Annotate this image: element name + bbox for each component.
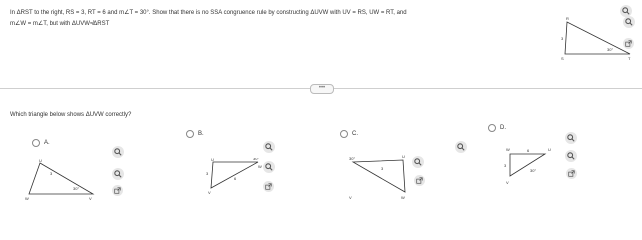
question-line-2: m∠W = m∠T, but with ΔUVW≉ΔRST <box>10 21 110 27</box>
option-b[interactable] <box>186 130 204 138</box>
option-d[interactable] <box>488 124 506 132</box>
vertex-label-t: T <box>628 56 631 61</box>
option-c-label: C. <box>352 131 358 137</box>
option-d-diagram <box>500 146 570 192</box>
option-a-vertex-w: W <box>25 196 29 201</box>
option-c-open-window-icon[interactable] <box>414 175 425 186</box>
option-b-open-window-icon[interactable] <box>263 181 274 192</box>
option-a-radio[interactable] <box>32 139 40 147</box>
option-c-radio[interactable] <box>340 130 348 138</box>
question-line-1: In ΔRST to the right, RS = 3, RT = 6 and m∠T = 30°. Show that there is no SSA congruence rule by constructing ΔUVW with UV = RS, UW = RT, and <box>10 10 407 16</box>
option-b-angle: 30° <box>253 158 260 161</box>
option-d-diagram-zoom-magnifier-icon[interactable] <box>565 150 577 162</box>
option-b-vertex-u: U <box>211 158 214 162</box>
side-label: 3 <box>561 36 564 41</box>
question-prompt: Which triangle below shows ΔUVW correctly? <box>10 112 132 118</box>
option-d-vertex-u: U <box>548 147 551 152</box>
vertex-label-s: S <box>561 56 564 61</box>
option-a-diagram-zoom-magnifier-icon[interactable] <box>112 168 124 180</box>
question-text <box>10 8 420 30</box>
option-a-zoom-magnifier-icon[interactable] <box>112 146 124 158</box>
option-c-diagram <box>343 152 423 202</box>
option-d-vertex-v: V <box>506 180 509 185</box>
angle-label: 30° <box>607 47 614 52</box>
option-b-radio[interactable] <box>186 130 194 138</box>
option-c[interactable] <box>340 130 358 138</box>
option-d-side-2: 6 <box>527 148 530 153</box>
diagram-open-window-icon[interactable] <box>623 38 634 49</box>
vertex-label-r: R <box>566 16 569 21</box>
option-b-vertex-w: W <box>258 164 262 169</box>
option-b-diagram-zoom-magnifier-icon[interactable] <box>263 161 275 173</box>
option-a-label: A. <box>44 140 50 146</box>
diagram-zoom-magnifier-icon[interactable] <box>623 16 635 28</box>
option-d-open-window-icon[interactable] <box>566 168 577 179</box>
option-a-angle: 30° <box>73 186 80 191</box>
option-d-radio[interactable] <box>488 124 496 132</box>
option-d-side: 3 <box>504 163 507 168</box>
option-a-vertex-u: U <box>39 158 42 163</box>
option-a-side: 3 <box>50 171 53 176</box>
option-c-diagram-zoom-magnifier-icon[interactable] <box>412 156 424 168</box>
option-d-label: D. <box>500 125 506 131</box>
option-b-vertex-v: V <box>208 190 211 195</box>
option-d-angle: 30° <box>530 168 537 173</box>
option-a-open-window-icon[interactable] <box>112 185 123 196</box>
option-a-vertex-v: V <box>89 196 92 201</box>
option-c-vertex-v: V <box>349 195 352 200</box>
option-c-side: 3 <box>381 166 384 171</box>
option-d-zoom-magnifier-icon[interactable] <box>565 132 577 144</box>
option-b-zoom-magnifier-icon[interactable] <box>263 141 275 153</box>
option-c-zoom-magnifier-icon[interactable] <box>455 141 467 153</box>
option-d-vertex-w: W <box>506 147 510 152</box>
option-b-side: 3 <box>206 171 209 176</box>
option-a[interactable] <box>32 139 50 147</box>
option-b-label: B. <box>198 131 204 137</box>
option-b-side-2: 6 <box>234 176 237 181</box>
option-a-diagram <box>25 158 105 203</box>
option-c-vertex-w: W <box>401 195 405 200</box>
option-c-angle: 30° <box>349 156 356 161</box>
expand-handle[interactable]: ••• <box>310 84 334 94</box>
option-c-vertex-u: U <box>402 154 405 159</box>
